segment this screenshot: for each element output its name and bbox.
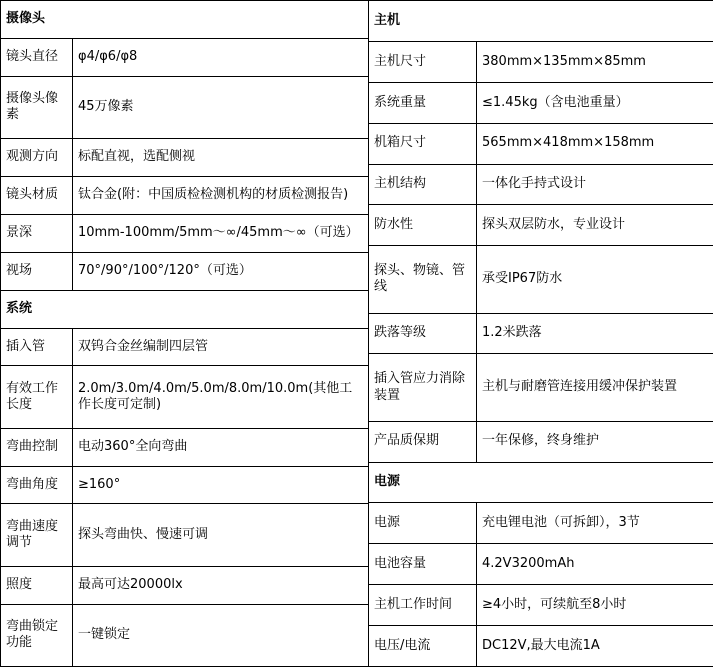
table-row [369,164,713,205]
right-spec-table [368,0,713,667]
table-row [1,328,369,366]
spec-key: 主机工作时间 [369,585,477,626]
table-row [369,205,713,246]
spec-value: 1.2米跌落 [477,313,713,354]
spec-key: 有效工作长度 [1,366,73,428]
table-row [1,504,369,566]
table-row [1,76,369,138]
spec-value: 双钨合金丝编制四层管 [73,328,369,366]
table-row [369,503,713,544]
spec-value: DC12V,最大电流1A [477,626,713,667]
spec-value: 承受IP67防水 [477,246,713,313]
spec-key: 观测方向 [1,139,73,177]
table-row [1,252,369,290]
spec-key: 弯曲锁定功能 [1,604,73,666]
spec-key: 机箱尺寸 [369,123,477,164]
section-header: 主机 [369,1,713,42]
spec-key: 弯曲角度 [1,466,73,504]
spec-value: 充电锂电池（可拆卸），3节 [477,503,713,544]
spec-key: 摄像头像素 [1,76,73,138]
table-row [1,566,369,604]
table-row [369,246,713,313]
spec-value: 一年保修，终身维护 [477,421,713,462]
spec-key: 弯曲速度调节 [1,504,73,566]
table-row [369,421,713,462]
spec-value: 70°/90°/100°/120°（可选） [73,252,369,290]
spec-key: 插入管应力消除装置 [369,354,477,421]
right-spec-body [369,1,713,667]
table-row [1,604,369,666]
table-row [369,585,713,626]
table-row [369,1,713,42]
table-row [369,82,713,123]
spec-key: 探头、物镜、管线 [369,246,477,313]
table-row [1,290,369,328]
spec-key: 主机尺寸 [369,41,477,82]
table-row [369,354,713,421]
table-row [1,214,369,252]
spec-value: 电动360°全向弯曲 [73,428,369,466]
spec-key: 主机结构 [369,164,477,205]
spec-key: 电源 [369,503,477,544]
spec-value: 45万像素 [73,76,369,138]
spec-value: 10mm-100mm/5mm～∞/45mm～∞（可选） [73,214,369,252]
table-row [1,1,369,39]
spec-key: 产品质保期 [369,421,477,462]
spec-value: 主机与耐磨管连接用缓冲保护装置 [477,354,713,421]
left-spec-body [1,1,369,667]
spec-value: 4.2V3200mAh [477,544,713,585]
spec-key: 防水性 [369,205,477,246]
spec-value: 一键锁定 [73,604,369,666]
spec-value: ≥160° [73,466,369,504]
spec-value: 钛合金(附：中国质检检测机构的材质检测报告) [73,176,369,214]
table-row [1,428,369,466]
spec-key: 插入管 [1,328,73,366]
spec-value: 一体化手持式设计 [477,164,713,205]
spec-key: 电压/电流 [369,626,477,667]
table-row [1,38,369,76]
table-row [369,462,713,503]
spec-key: 镜头直径 [1,38,73,76]
section-header: 系统 [1,290,369,328]
table-row [369,123,713,164]
spec-key: 电池容量 [369,544,477,585]
spec-key: 系统重量 [369,82,477,123]
spec-key: 景深 [1,214,73,252]
spec-value: ≤1.45kg（含电池重量） [477,82,713,123]
spec-value: 565mm×418mm×158mm [477,123,713,164]
spec-key: 弯曲控制 [1,428,73,466]
table-row [369,544,713,585]
spec-value: 2.0m/3.0m/4.0m/5.0m/8.0m/10.0m(其他工作长度可定制) [73,366,369,428]
spec-value: φ4/φ6/φ8 [73,38,369,76]
spec-value: 标配直视，选配侧视 [73,139,369,177]
table-row [369,626,713,667]
spec-key: 跌落等级 [369,313,477,354]
spec-key: 照度 [1,566,73,604]
right-spec-column [368,0,713,667]
spec-value: 探头双层防水，专业设计 [477,205,713,246]
table-row [369,41,713,82]
spec-value: 探头弯曲快、慢速可调 [73,504,369,566]
spec-key: 视场 [1,252,73,290]
section-header: 电源 [369,462,713,503]
spec-value: 最高可达20000lx [73,566,369,604]
table-row [1,139,369,177]
section-header: 摄像头 [1,1,369,39]
table-row [369,313,713,354]
table-row [1,176,369,214]
table-row [1,466,369,504]
spec-value: 380mm×135mm×85mm [477,41,713,82]
spec-key: 镜头材质 [1,176,73,214]
table-row [1,366,369,428]
spec-value: ≥4小时，可续航至8小时 [477,585,713,626]
